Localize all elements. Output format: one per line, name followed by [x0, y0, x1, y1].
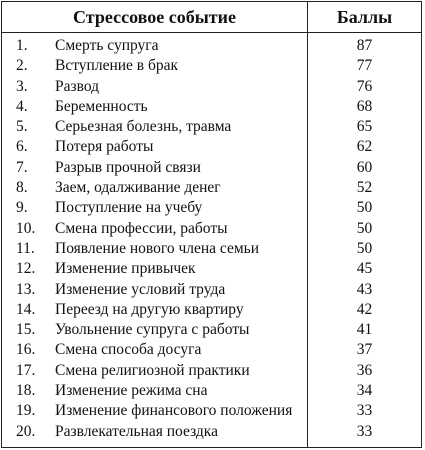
row-number: 5. — [16, 118, 28, 136]
table-row — [2, 300, 421, 320]
row-score: 76 — [356, 77, 373, 95]
stress-events-table — [1, 1, 422, 448]
table-row — [2, 117, 421, 137]
row-score: 33 — [356, 422, 373, 440]
row-number: 2. — [16, 57, 28, 75]
row-event: Потеря работы — [55, 138, 154, 156]
row-number: 14. — [16, 300, 36, 318]
row-number: 16. — [16, 341, 36, 359]
row-event: Смерть супруга — [55, 37, 159, 54]
row-score: 50 — [356, 199, 373, 217]
table-row — [2, 56, 421, 76]
row-event: Появление нового члена семьи — [55, 239, 260, 257]
row-number: 8. — [16, 179, 28, 197]
row-score: 52 — [356, 179, 373, 197]
row-number: 7. — [16, 158, 28, 176]
row-event: Поступление на учебу — [55, 199, 203, 217]
table-row — [2, 280, 421, 300]
row-event: Развод — [55, 77, 100, 95]
row-event: Развлекательная поездка — [55, 422, 218, 440]
row-event: Разрыв прочной связи — [55, 158, 201, 176]
row-event: Изменение условий труда — [55, 280, 226, 298]
row-event: Вступление в брак — [55, 57, 179, 75]
row-number: 12. — [16, 260, 36, 278]
table-row — [2, 422, 421, 442]
row-event: Беременность — [55, 97, 148, 115]
row-score: 45 — [356, 260, 373, 278]
row-number: 6. — [16, 138, 28, 156]
row-event: Смена религиозной практики — [55, 361, 250, 379]
row-number: 17. — [16, 361, 36, 379]
row-number: 19. — [16, 402, 36, 420]
table-row — [2, 381, 421, 401]
row-event: Переезд на другую квартиру — [55, 300, 244, 318]
row-event: Заем, одалживание денег — [55, 179, 221, 197]
row-number: 1. — [16, 37, 28, 54]
table-row — [2, 97, 421, 117]
table-row — [2, 219, 421, 239]
row-score: 36 — [356, 361, 373, 379]
row-score: 87 — [356, 37, 373, 54]
row-score: 50 — [356, 219, 373, 237]
row-score: 50 — [356, 239, 373, 257]
row-event: Серьезная болезнь, травма — [55, 118, 232, 136]
row-score: 68 — [356, 97, 373, 115]
row-number: 15. — [16, 321, 36, 339]
row-score: 33 — [356, 402, 373, 420]
table-row — [2, 361, 421, 381]
row-event: Увольнение супруга с работы — [55, 321, 250, 339]
row-number: 13. — [16, 280, 36, 298]
table-row — [2, 198, 421, 218]
row-event: Изменение привычек — [55, 260, 196, 278]
row-score: 60 — [356, 158, 373, 176]
row-number: 11. — [16, 239, 35, 257]
row-number: 10. — [16, 219, 36, 237]
table-row — [2, 259, 421, 279]
table-row — [2, 77, 421, 97]
row-event: Изменение режима сна — [55, 382, 208, 400]
table-row — [2, 158, 421, 178]
table-row — [2, 401, 421, 421]
row-score: 41 — [356, 321, 373, 339]
header-score: Баллы — [336, 7, 393, 27]
table-row — [2, 36, 421, 56]
table-row — [2, 137, 421, 157]
row-number: 18. — [16, 382, 36, 400]
row-number: 9. — [16, 199, 28, 217]
table-row — [2, 239, 421, 259]
row-event: Смена профессии, работы — [55, 219, 228, 237]
row-event: Изменение финансового положения — [55, 402, 293, 420]
row-score: 62 — [356, 138, 373, 156]
table-body — [2, 36, 421, 442]
row-number: 3. — [16, 77, 28, 95]
table-header — [2, 2, 421, 33]
row-score: 34 — [356, 382, 373, 400]
row-score: 65 — [356, 118, 373, 136]
table-row — [2, 320, 421, 340]
row-score: 43 — [356, 280, 373, 298]
row-event: Смена способа досуга — [55, 341, 202, 359]
row-score: 42 — [356, 300, 373, 318]
row-score: 37 — [356, 341, 373, 359]
header-event: Стрессовое событие — [73, 7, 236, 27]
table-row — [2, 178, 421, 198]
table-row — [2, 340, 421, 360]
row-number: 20. — [16, 422, 36, 440]
row-score: 77 — [356, 57, 373, 75]
row-number: 4. — [16, 97, 28, 115]
